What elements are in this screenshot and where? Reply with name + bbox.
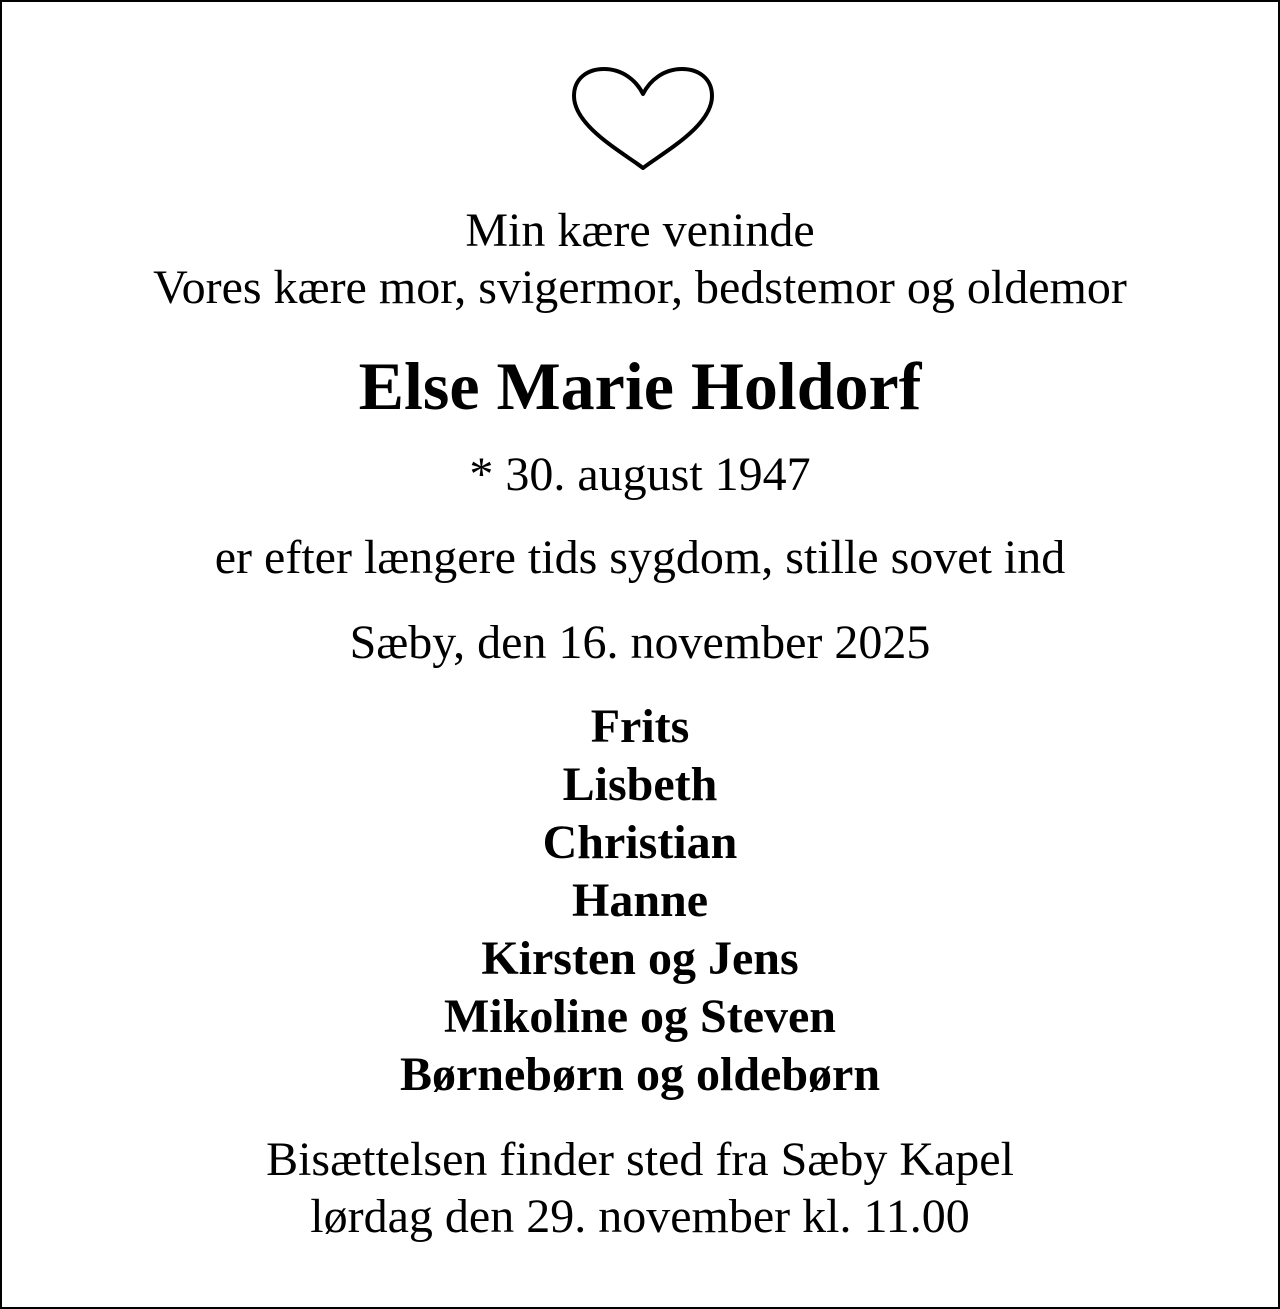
heart-outline-icon [570, 66, 716, 172]
passing-statement: er efter længere tids sygdom, stille sovet ind [214, 531, 1066, 584]
mourner-name: Frits [590, 700, 690, 753]
mourner-name: Hanne [571, 874, 709, 927]
mourner-name: Mikoline og Steven [444, 990, 836, 1043]
mourner-name: Børnebørn og oldebørn [399, 1048, 881, 1101]
mourner-name: Christian [542, 816, 738, 869]
funeral-line-1: Bisættelsen finder sted fra Sæby Kapel [266, 1133, 1014, 1186]
place-and-date: Sæby, den 16. november 2025 [349, 616, 931, 669]
deceased-name: Else Marie Holdorf [358, 348, 922, 424]
mourner-name: Kirsten og Jens [481, 932, 799, 985]
mourner-name: Lisbeth [562, 758, 718, 811]
funeral-line-2: lørdag den 29. november kl. 11.00 [310, 1190, 970, 1243]
intro-line-2: Vores kære mor, svigermor, bedstemor og oldemor [153, 261, 1127, 314]
birth-date: * 30. august 1947 [469, 448, 811, 501]
intro-line-1: Min kære veninde [465, 204, 815, 257]
